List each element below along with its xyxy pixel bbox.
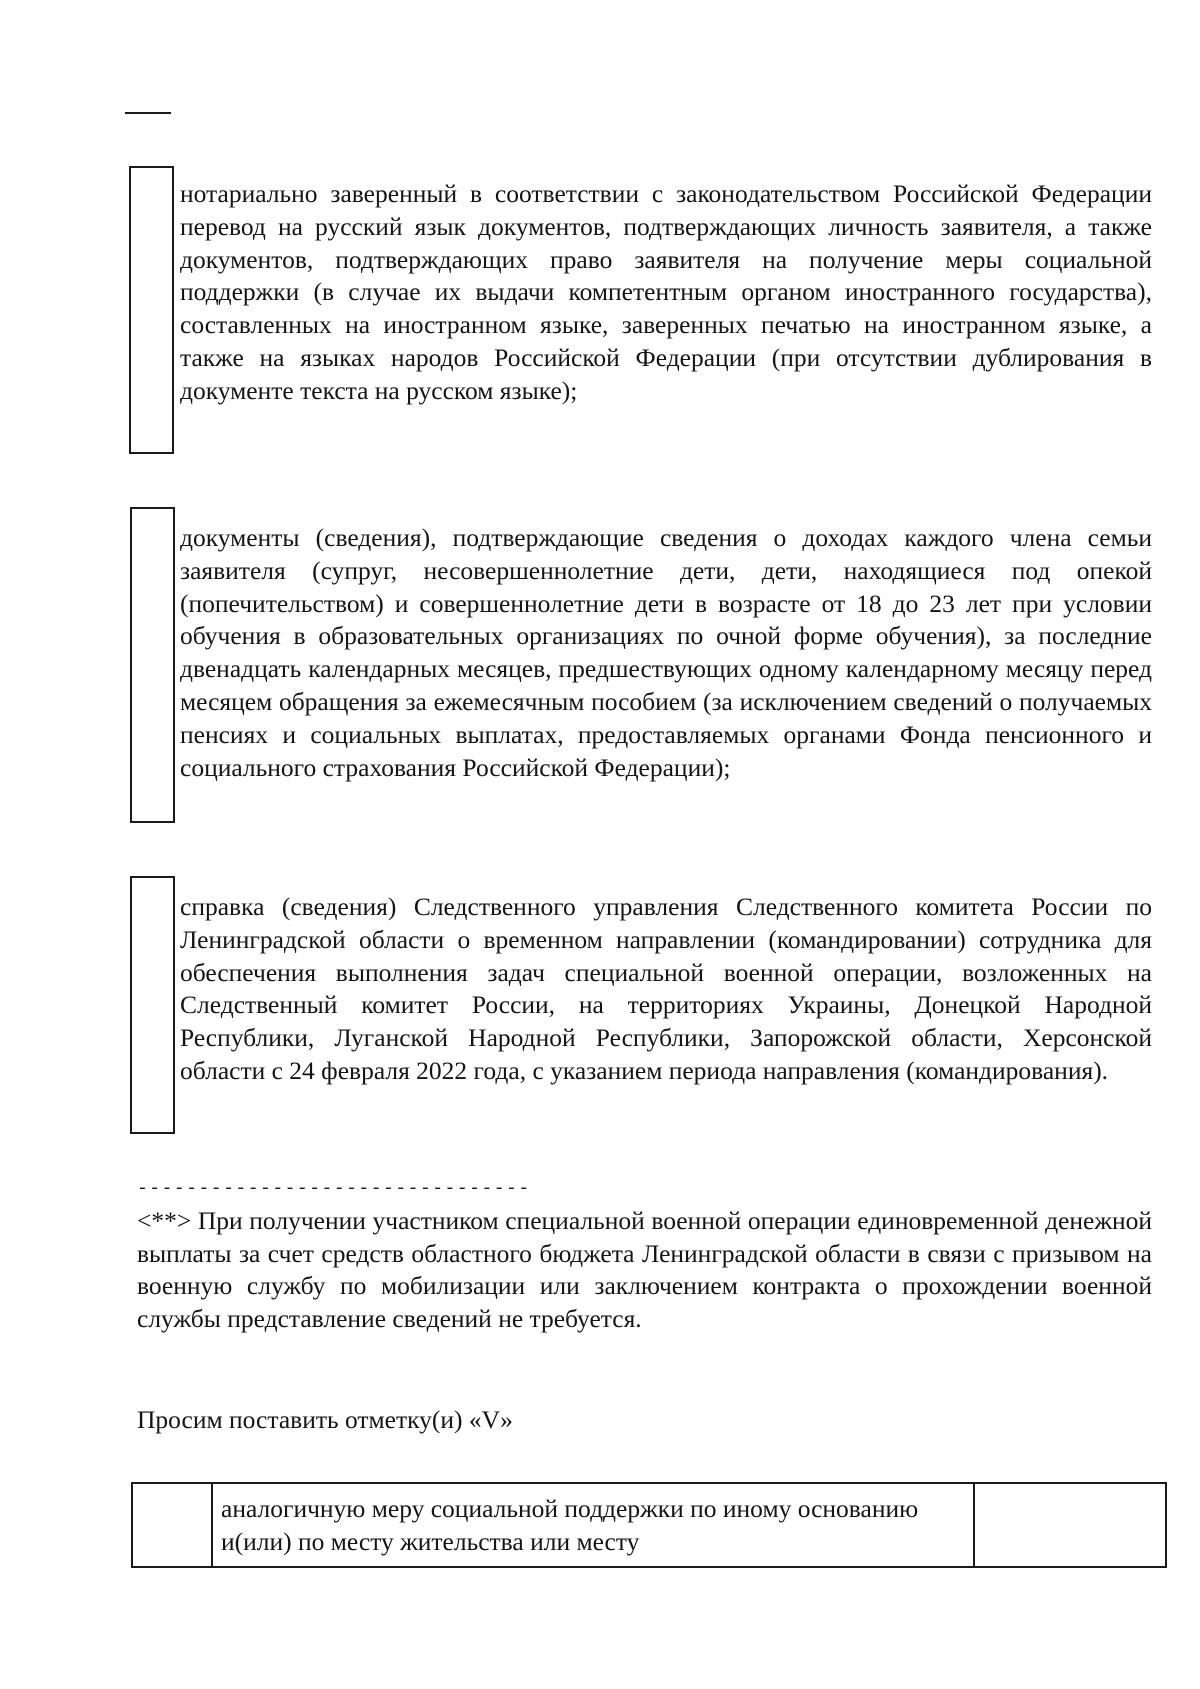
block-translation-docs: нотариально заверенный в соответствии с законодательством Российской Федерации перевод на русский язык документов, подтверждающих личность заявителя, а также документов, подтверждающих право заявителя на получение меры социальной поддержки (в случае их выдачи компетентным органом иностранного государства), составленных на иностранном языке, заверенных печатью на иностранном языке, а также на языках народов Российской Федерации (при отсутствии дублирования в документе текста на русском языке); bbox=[180, 179, 1152, 405]
choice-table bbox=[131, 1482, 1167, 1568]
footnote-separator: -------------------------------- bbox=[137, 1179, 531, 1199]
top-dash-mark bbox=[125, 112, 171, 114]
block-income-docs: документы (сведения), подтверждающие сведения о доходах каждого члена семьи заявителя (супруг, несовершеннолетние дети, дети, находящиеся под опекой (попечительством) и совершеннолетние дети в возрасте от 18 до 23 лет при условии обучения в образовательных организациях по очной форме обучения), за последние двенадцать календарных месяцев, предшествующих одному календарному месяцу перед месяцем обращения за ежемесячным пособием (за исключением сведений о получаемых пенсиях и социальных выплатах, предоставляемых органами Фонда пенсионного и социального страхования Российской Федерации); bbox=[180, 523, 1152, 782]
checkbox-income-docs[interactable] bbox=[130, 507, 175, 823]
choice-text-cell bbox=[212, 1483, 974, 1567]
choice-row-text: аналогичную меру социальной поддержки по иному основанию и(или) по месту жительства или месту bbox=[221, 1494, 919, 1556]
checkbox-investigative-certificate[interactable] bbox=[130, 876, 175, 1134]
checkbox-translation-docs[interactable] bbox=[129, 166, 174, 454]
choice-right-cell[interactable] bbox=[974, 1483, 1166, 1567]
choice-checkbox-cell[interactable] bbox=[132, 1483, 212, 1567]
block-investigative-certificate: справка (сведения) Следственного управления Следственного комитета России по Ленинградской области о временном направлении (командировании) сотрудника для обеспечения выполнения задач специальной военной операции, возложенных на Следственный комитет России, на территориях Украины, Донецкой Народной Республики, Луганской Народной Республики, Запорожской области, Херсонской области с 24 февраля 2022 года, с указанием периода направления (командирования). bbox=[180, 892, 1152, 1085]
footnote-text: <**> При получении участником специальной военной операции единовременной денежной выплаты за счет средств областного бюджета Ленинградской области в связи с призывом на военную службу по мобилизации или заключением контракта о прохождении военной службы представление сведений не требуется. bbox=[137, 1206, 1152, 1333]
request-mark-text: Просим поставить отметку(и) «V» bbox=[137, 1405, 513, 1434]
table-row bbox=[132, 1483, 1166, 1567]
